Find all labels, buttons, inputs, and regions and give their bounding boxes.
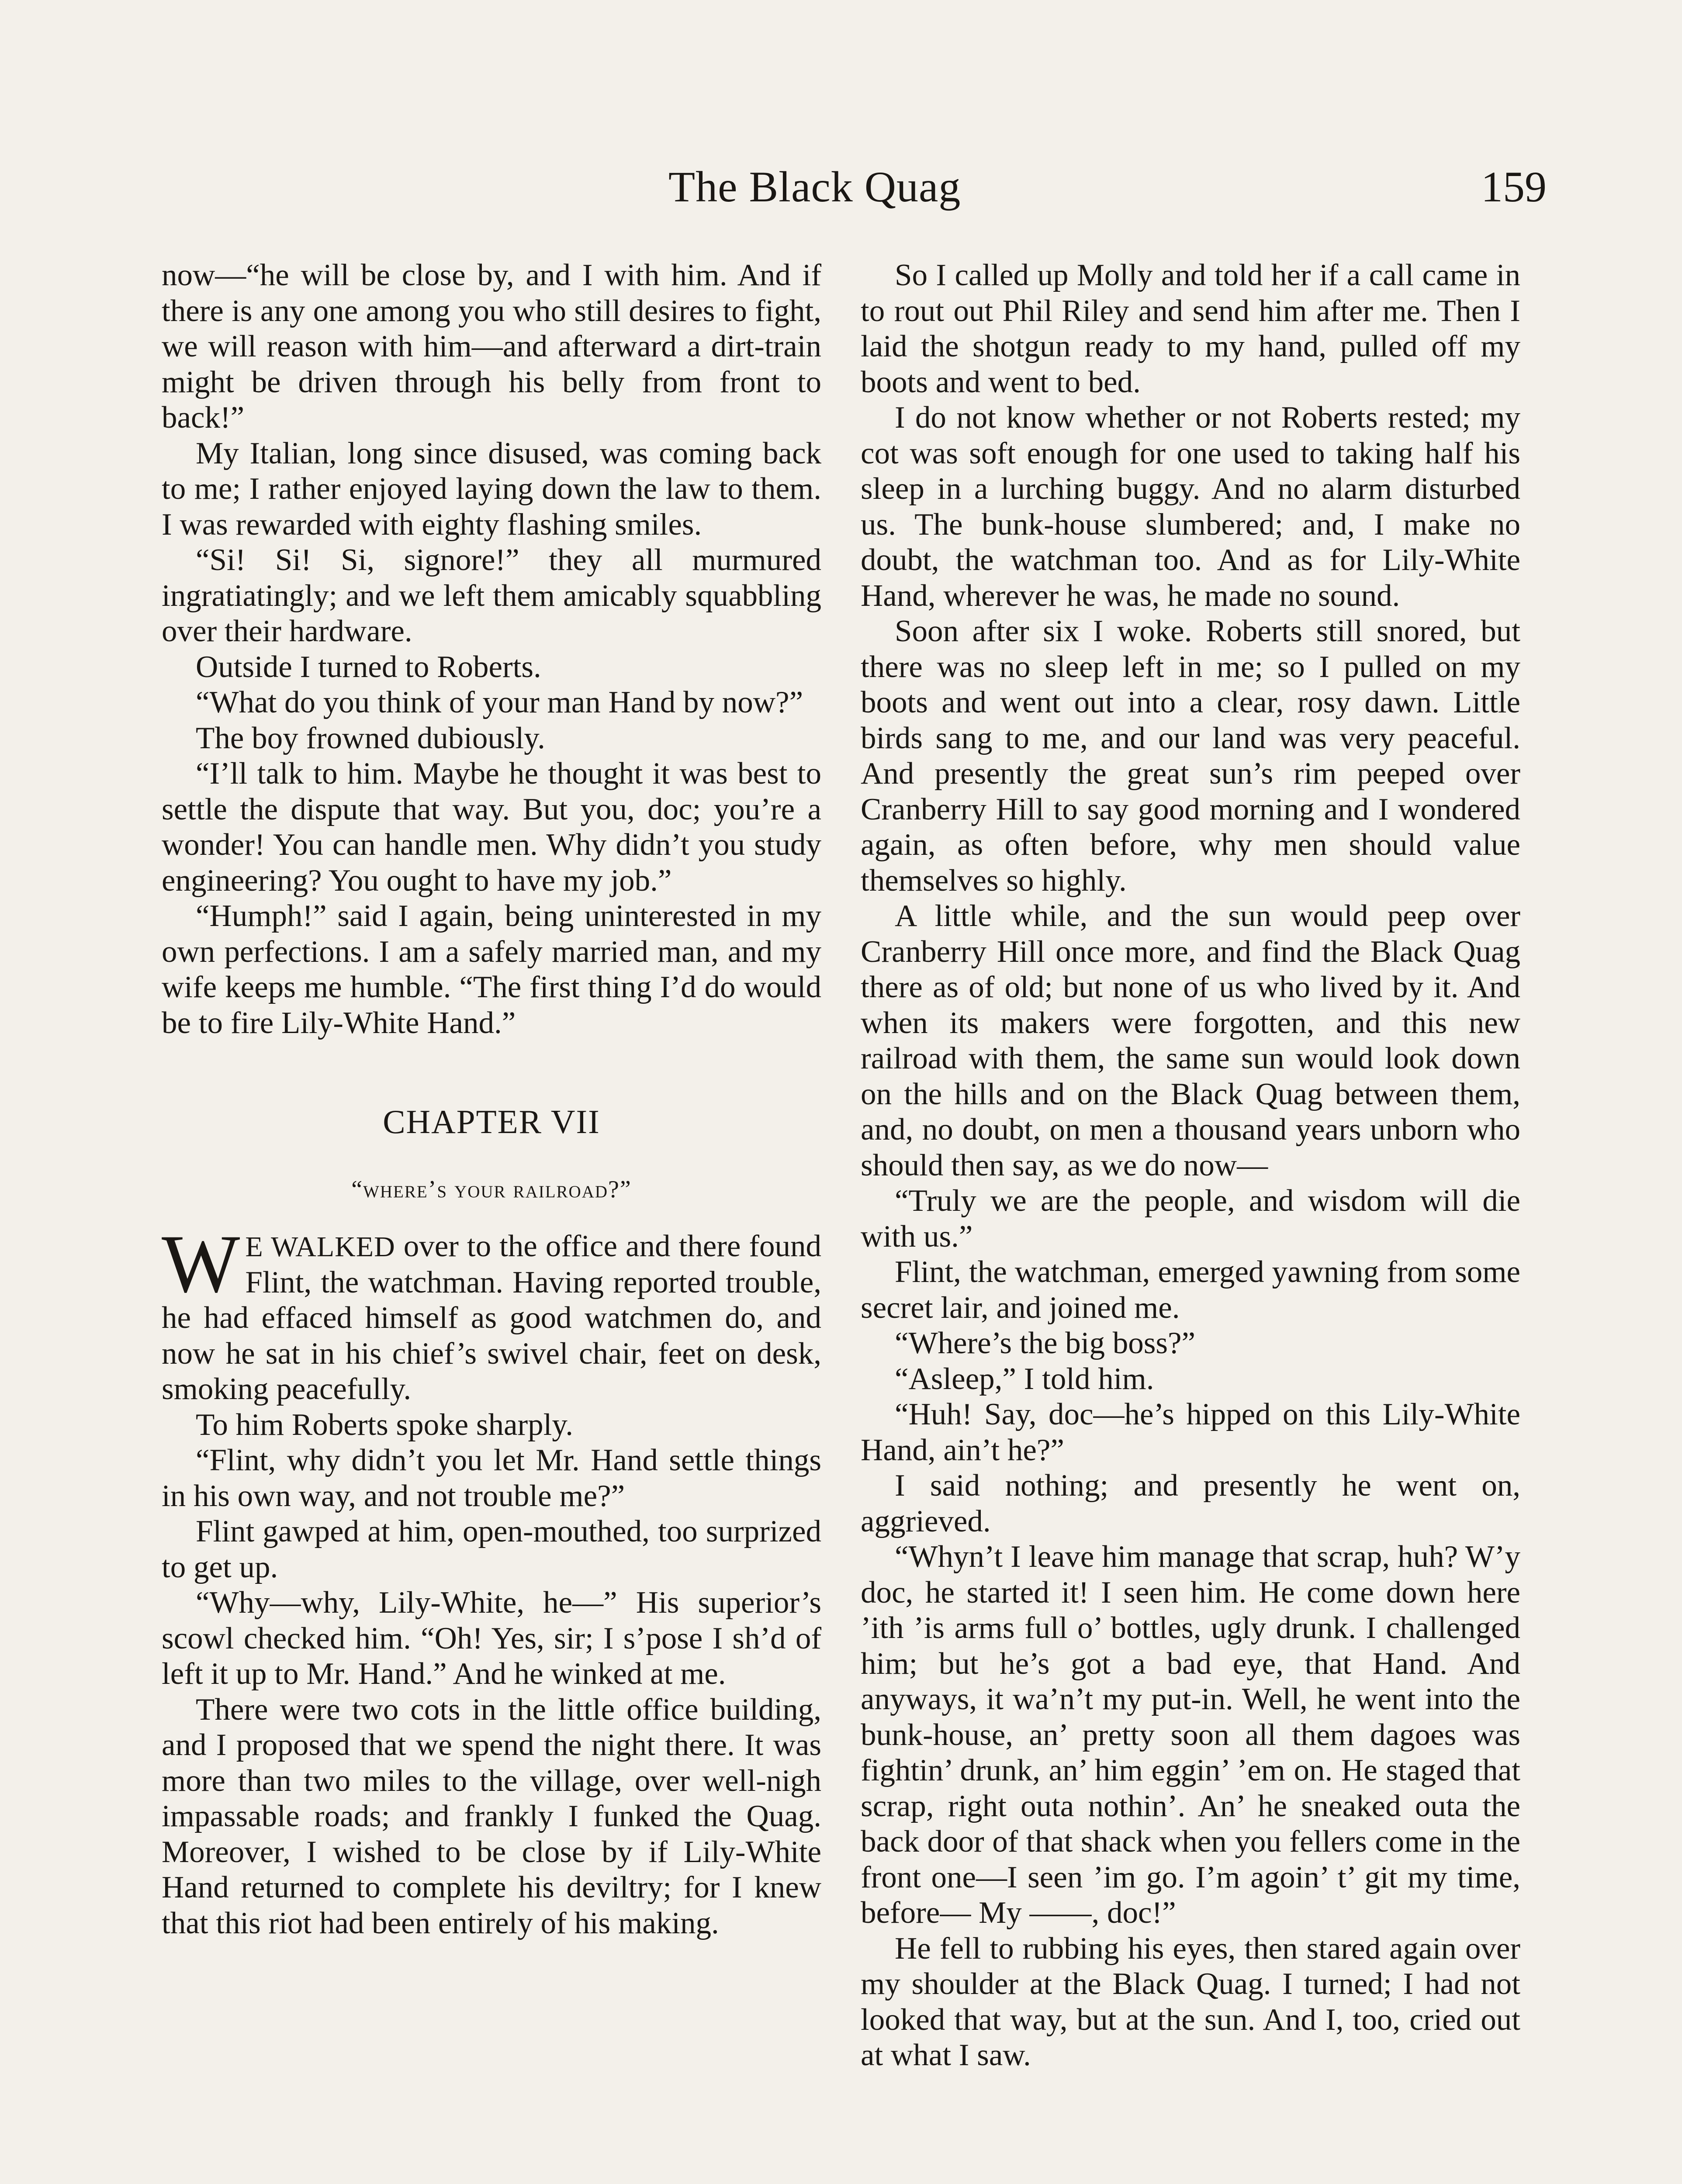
opening-text: over to the office and there found Flint, the watchman. Having reported trouble, he had effaced himself as good watchmen do, and now he sat in his chief’s swivel chair, feet on desk, smoking peacefully.	[162, 1229, 821, 1406]
paragraph: “Asleep,” I told him.	[895, 1362, 1154, 1396]
paragraph: “Huh! Say, doc—he’s hipped on this Lily-White Hand, ain’t he?”	[861, 1397, 1520, 1467]
paragraph: “Humph!” said I again, being uninterested in my own perfections. I am a safely married man, and my wife keeps me humble. “The first thing I’d do would be to fire Lily-White Hand.”	[162, 899, 821, 1040]
paragraph: Flint gawped at him, open-mouthed, too surprized to get up.	[162, 1514, 821, 1584]
paragraph: A little while, and the sun would peep over Cranberry Hill once more, and find the Black Quag there as of old; but none of us who lived by it. And when its makers were forgotten, and this new railroad with them, the same sun would look down on the hills and on the Black Quag between them, and, no doubt, on men a thousand years unborn who should then say, as we do now—	[861, 899, 1520, 1182]
paragraph: “Truly we are the people, and wisdom will die with us.”	[861, 1184, 1520, 1254]
page-number: 159	[1481, 162, 1547, 211]
paragraph: “Whyn’t I leave him manage that scrap, huh? W’y doc, he started it! I seen him. He come down here ’ith ’is arms full o’ bottles, ugly drunk. I challenged him; but he’s got a bad eye, that Hand. And anyways, it wa’n’t my put-in. Well, he went into the bunk-house, an’ pretty soon all them dagoes was fightin’ drunk, an’ him eggin’ ’em on. He staged that scrap, right outa nothin’. An’ he sneaked outa the back door of that shack when you fellers come in the front one—I seen ’im go. I’m agoin’ t’ git my time, before— My ——, doc!”	[861, 1540, 1520, 1930]
paragraph: Soon after six I woke. Roberts still snored, but there was no sleep left in me; so I pulled on my boots and went out into a clear, rosy dawn. Little birds sang to me, and our land was very peaceful. And presently the great sun’s rim peeped over Cranberry Hill to say good morning and I wondered again, as often before, why men should value themselves so highly.	[861, 614, 1520, 898]
paragraph: “Flint, why didn’t you let Mr. Hand settle things in his own way, and not trouble me?”	[162, 1443, 821, 1513]
paragraph: “Why—why, Lily-White, he—” His superior’s scowl checked him. “Oh! Yes, sir; I s’pose I sh’d of left it up to Mr. Hand.” And he winked at me.	[162, 1586, 821, 1691]
paragraph: So I called up Molly and told her if a call came in to rout out Phil Riley and send him after me. Then I laid the shotgun ready to my hand, pulled off my boots and went to bed.	[861, 258, 1520, 399]
chapter-subtitle: “where’s your railroad?”	[351, 1176, 632, 1203]
paragraph: The boy frowned dubiously.	[196, 721, 545, 755]
paragraph: Flint, the watchman, emerged yawning from some secret lair, and joined me.	[861, 1255, 1520, 1325]
page-header	[0, 162, 1682, 218]
drop-cap: W	[162, 1218, 240, 1310]
running-title: The Black Quag	[668, 162, 961, 211]
left-column	[162, 258, 821, 1941]
paragraph: Outside I turned to Roberts.	[196, 650, 541, 684]
paragraph: I said nothing; and presently he went on, aggrieved.	[861, 1469, 1520, 1538]
paragraph: now—“he will be close by, and I with him. And if there is any one among you who still desires to fight, we will reason with him—and afterward a dirt-train might be driven through his belly from front to back!”	[162, 258, 821, 435]
opening-words: E WALKED	[245, 1231, 395, 1263]
paragraph: My Italian, long since disused, was coming back to me; I rather enjoyed laying down the law to them. I was rewarded with eighty flashing smiles.	[162, 436, 821, 542]
chapter-heading: CHAPTER VII	[383, 1103, 600, 1140]
paragraph: I do not know whether or not Roberts rested; my cot was soft enough for one used to taking half his sleep in a lurching buggy. And no alarm disturbed us. The bunk-house slumbered; and, I make no doubt, the watchman too. And as for Lily-White Hand, wherever he was, he made no sound.	[861, 401, 1520, 613]
paragraph: “Where’s the big boss?”	[895, 1326, 1196, 1360]
paragraph: “I’ll talk to him. Maybe he thought it was best to settle the dispute that way. But you, doc; you’re a wonder! You can handle men. Why didn’t you study engineering? You ought to have my job.”	[162, 757, 821, 898]
paragraph: To him Roberts spoke sharply.	[196, 1407, 574, 1442]
paragraph: “Si! Si! Si, signore!” they all murmured ingratiatingly; and we left them amicably squabbling over their hardware.	[162, 543, 821, 648]
paragraph: “What do you think of your man Hand by now?”	[196, 685, 803, 719]
right-column	[861, 258, 1520, 2073]
paragraph: He fell to rubbing his eyes, then stared again over my shoulder at the Black Quag. I turned; I had not looked that way, but at the sun. And I, too, cried out at what I saw.	[861, 1931, 1520, 2072]
paragraph: There were two cots in the little office building, and I proposed that we spend the night there. It was more than two miles to the village, over well-nigh impassable roads; and frankly I funked the Quag. Moreover, I wished to be close by if Lily-White Hand returned to complete his deviltry; for I knew that this riot had been entirely of his making.	[162, 1692, 821, 1940]
chapter-opening-paragraph	[162, 1218, 821, 1407]
